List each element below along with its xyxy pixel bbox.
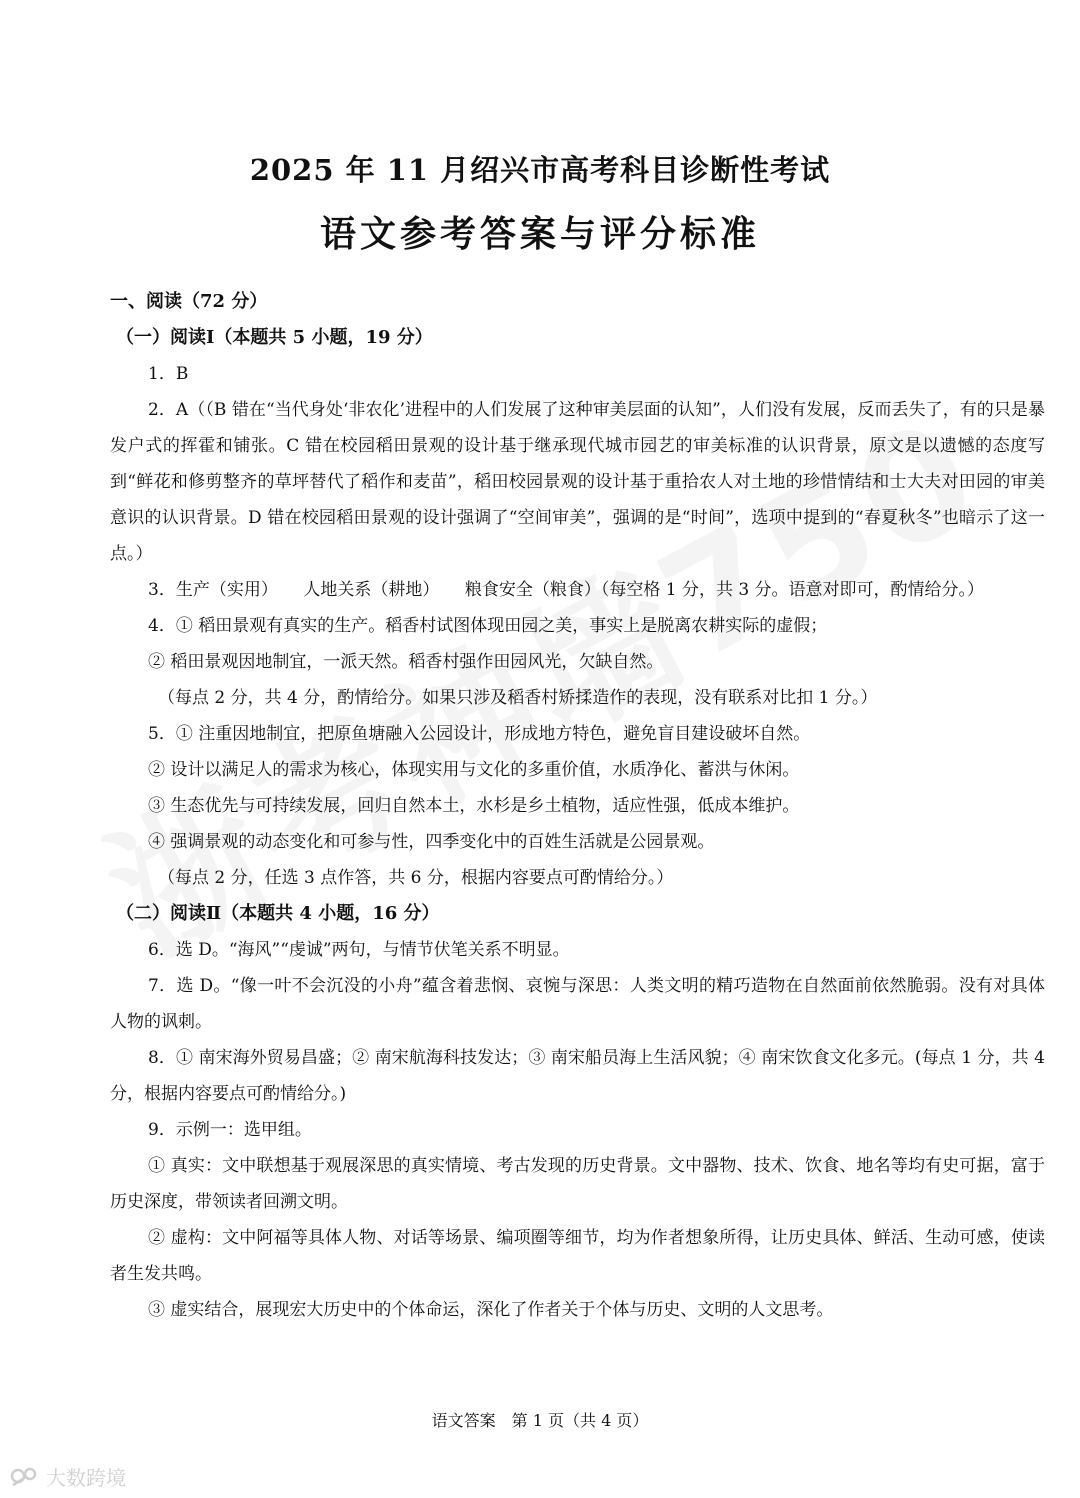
part-heading-2: （二）阅读Ⅱ（本题共 4 小题，16 分） [116, 903, 440, 924]
answer-title: 语文参考答案与评分标准 [319, 213, 760, 255]
answer-q5-point-4: ④ 强调景观的动态变化和可参与性，四季变化中的百姓生活就是公园景观。 [148, 832, 715, 852]
answer-q5-note: （每点 2 分，任选 3 点作答，共 6 分，根据内容要点可酌情给分。） [158, 868, 674, 888]
page-footer: 语文答案 第 1 页（共 4 页） [431, 1411, 649, 1430]
answer-q5-point-1: 5．① 注重因地制宜，把原鱼塘融入公园设计，形成地方特色，避免盲目建设破坏自然。 [148, 724, 811, 744]
brand-watermark [10, 1461, 126, 1491]
answer-q1: 1．B [148, 364, 189, 384]
answer-q9-point-2: ② 虚构：文中阿福等具体人物、对话等场景、编项圈等细节，均为作者想象所得，让历史具体、鲜活、生动可感，使读者生发共鸣。 [110, 1228, 1045, 1284]
answer-q4-note: （每点 2 分，共 4 分，酌情给分。如果只涉及稻香村矫揉造作的表现，没有联系对比扣 1 分。） [158, 688, 878, 708]
answer-q6: 6．选 D。“海风”“虔诚”两句，与情节伏笔关系不明显。 [148, 940, 570, 960]
answer-q8: 8．① 南宋海外贸易昌盛；② 南宋航海科技发达；③ 南宋船员海上生活风貌；④ 南宋饮食文化多元。(每点 1 分，共 4 分，根据内容要点可酌情给分。) [110, 1048, 1045, 1104]
exam-title: 2025 年 11 月绍兴市高考科目诊断性考试 [249, 153, 831, 187]
brand-name: 大数跨境 [46, 1465, 126, 1490]
answer-q4-point-2: ② 稻田景观因地制宜，一派天然。稻香村强作田园风光，欠缺自然。 [148, 652, 664, 672]
answer-q2: 2．A（（B 错在“当代身处‘非农化’进程中的人们发展了这种审美层面的认知”，人们没有发展，反而丢失了，有的只是暴发户式的挥霍和铺张。C 错在校园稻田景观的设计基于继承现代城市园艺的审美标准的认识背景，原文是以遗憾的态度写到“鲜花和修剪整齐的草坪替代了稻作和麦苗”，稻田校园景观的设计基于重拾农人对土地的珍惜情结和士大夫对田园的审美意识的认识背景。D 错在校园稻田景观的设计强调了“空间审美”，强调的是“时间”，选项中提到的“春夏秋冬”也暗示了这一点。） [110, 400, 1045, 564]
answer-q7: 7．选 D。“像一叶不会沉没的小舟”蕴含着悲悯、哀惋与深思：人类文明的精巧造物在自然面前依然脆弱。没有对具体人物的讽刺。 [110, 976, 1045, 1032]
answer-q9-point-1: ① 真实：文中联想基于观展深思的真实情境、考古发现的历史背景。文中器物、技术、饮食、地名等均有史可据，富于历史深度，带领读者回溯文明。 [110, 1156, 1045, 1212]
answer-q4-point-1: 4．① 稻田景观有真实的生产。稻香村试图体现田园之美，事实上是脱离农耕实际的虚假； [148, 616, 828, 636]
answer-content [110, 284, 1045, 1328]
brand-logo-icon [10, 1465, 40, 1487]
answer-q5-point-2: ② 设计以满足人的需求为核心，体现实用与文化的多重价值，水质净化、蓄洪与休闲。 [148, 760, 800, 780]
answer-q3: 3．生产（实用） 人地关系（耕地） 粮食安全（粮食）（每空格 1 分，共 3 分。语意对即可，酌情给分。） [148, 580, 985, 600]
answer-q9-point-3: ③ 虚实结合，展现宏大历史中的个体命运，深化了作者关于个体与历史、文明的人文思考。 [148, 1300, 834, 1320]
answer-q9-intro: 9．示例一：选甲组。 [148, 1120, 312, 1140]
answer-q5-point-3: ③ 生态优先与可持续发展，回归自然本土，水杉是乡土植物，适应性强，低成本维护。 [148, 796, 800, 816]
part-heading-1: （一）阅读Ⅰ（本题共 5 小题，19 分） [116, 327, 433, 348]
section-heading: 一、阅读（72 分） [110, 291, 268, 312]
